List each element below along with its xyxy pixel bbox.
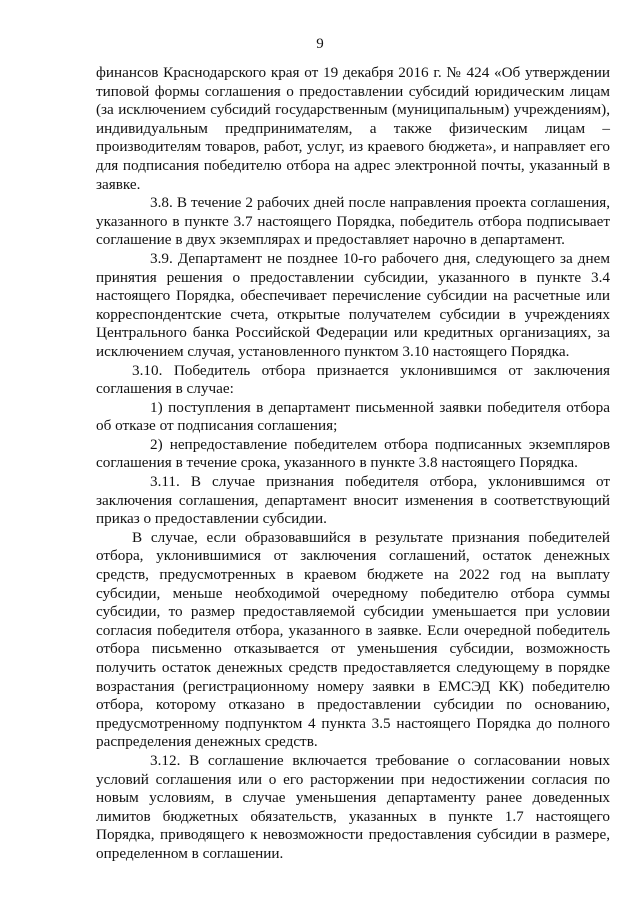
- page-number: 9: [316, 36, 324, 52]
- paragraph-3-10: 3.10. Победитель отбора признается уклонившимся от заключения соглашения в случае:: [96, 361, 610, 398]
- paragraph-3-8: 3.8. В течение 2 рабочих дней после направления проекта соглашения, указанного в пункте 3.7 настоящего Порядка, победитель отбора подписывает соглашение в двух экземплярах и предоставляет нарочно в департамент.: [96, 194, 610, 249]
- paragraph-3-9: 3.9. Департамент не позднее 10-го рабочего дня, следующего за днем принятия решения о предоставлении субсидии, указанного в пункте 3.4 настоящего Порядка, обеспечивает перечисление субсидии на расчетные или корреспондентские счета, открытые получателем субсидии в учреждениях Центрального банка Российской Федерации или кредитных организациях, за исключением случая, установленного пунктом 3.10 настоящего Порядка.: [96, 249, 610, 360]
- list-item-1: 1) поступления в департамент письменной заявки победителя отбора об отказе от подписания соглашения;: [96, 398, 610, 435]
- paragraph-3-11: 3.11. В случае признания победителя отбора, уклонившимся от заключения соглашения, департамент вносит изменения в соответствующий приказ о предоставлении субсидии.: [96, 473, 610, 528]
- paragraph-3-12: 3.12. В соглашение включается требование о согласовании новых условий соглашения или о его расторжении при недостижении согласия по новым условиям, в случае уменьшения департаменту ранее доведенных лимитов бюджетных обязательств, указанных в пункте 1.7 настоящего Порядка, приводящего к невозможности предоставления субсидии в размере, определенном в соглашении.: [96, 751, 610, 862]
- document-body: [96, 64, 610, 864]
- paragraph-3-11-continuation: В случае, если образовавшийся в результате признания победителей отбора, уклонившимися от заключения соглашений, остаток денежных средств, предусмотренных в краевом бюджете на 2022 год на выплату субсидии, меньше необходимой очередному победителю отбора суммы субсидии, то размер предоставляемой субсидии уменьшается при условии согласия победителя отбора, указанного в заявке. Если очередной победитель отбора письменно отказывается от уменьшения субсидии, возможность получить остаток денежных средств предоставляется следующему в порядке возрастания (регистрационному номеру заявки в ЕМСЭД КК) победителю отбора, которому отказано в предоставлении субсидии по основанию, предусмотренному подпунктом 4 пункта 3.5 настоящего Порядка до полного распределения денежных средств.: [96, 528, 610, 751]
- list-item-2: 2) непредоставление победителем отбора подписанных экземпляров соглашения в течение срока, указанного в пункте 3.8 настоящего Порядка.: [96, 435, 610, 472]
- paragraph-continuation: финансов Краснодарского края от 19 декабря 2016 г. № 424 «Об утверждении типовой формы соглашения о предоставлении субсидий юридическим лицам (за исключением субсидий государственным (муниципальным) учреждениям), индивидуальным предпринимателям, а также физическим лицам – производителям товаров, работ, услуг, из краевого бюджета», и направляет его для подписания победителю отбора на адрес электронной почты, указанный в заявке.: [96, 64, 610, 193]
